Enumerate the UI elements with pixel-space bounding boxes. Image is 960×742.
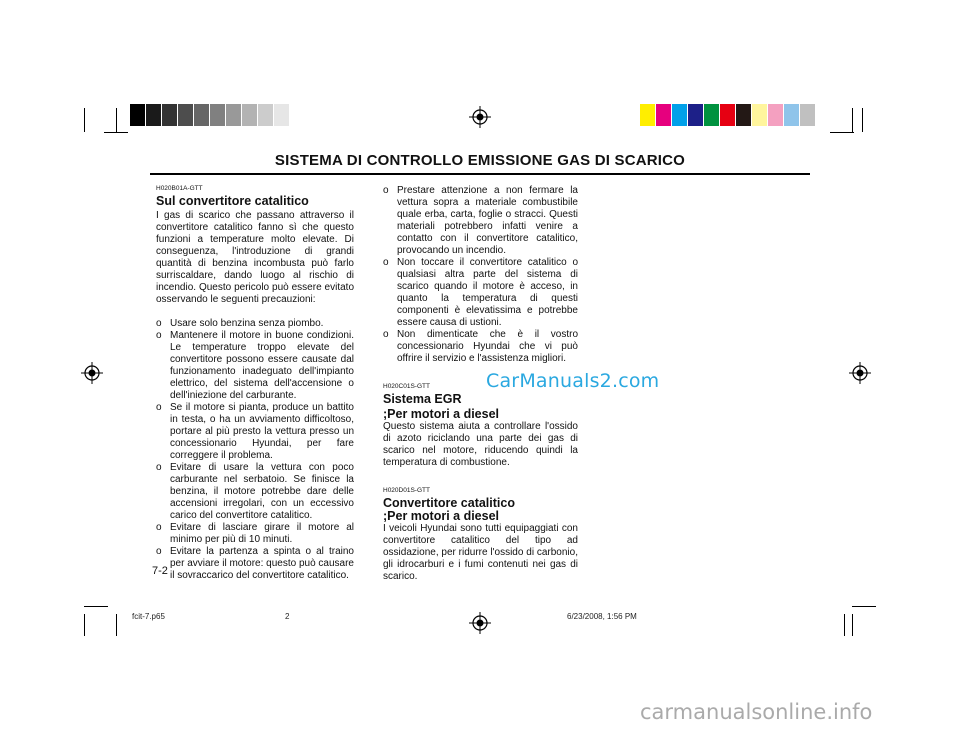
header-rule xyxy=(150,173,810,175)
footer-filename: fcit-7.p65 xyxy=(132,612,165,621)
color-swatch xyxy=(736,104,752,126)
crop-mark xyxy=(862,108,863,132)
list-item-text: Mantenere il motore in buone condizioni. Le temperature troppo elevate del convertitore possono essere causate dal funzionamento inadeguato dell'impianto elettrico, del sistema dell'accensione o dell'iniezione del carburante. xyxy=(170,330,354,401)
list-item-text: Evitare la partenza a spinta o al traino per avviare il motore: questo può causare il sovraccarico del convertitore catalitico. xyxy=(170,546,354,581)
crop-mark xyxy=(844,614,845,636)
color-swatch xyxy=(210,104,226,126)
list-item-text: Usare solo benzina senza piombo. xyxy=(170,318,324,329)
crop-mark xyxy=(852,614,853,636)
bullet: o xyxy=(156,402,162,413)
registration-mark-icon xyxy=(849,362,871,384)
color-swatch xyxy=(704,104,720,126)
color-swatch xyxy=(800,104,816,126)
egr-paragraph: Questo sistema aiuta a controllare l'ossido di azoto riciclando una parte dei gas di scarico nel motore, riducendo quindi la temperatura di combustione. xyxy=(383,421,578,468)
page-number: 7-2 xyxy=(152,565,168,577)
bullet: o xyxy=(383,257,389,268)
footer-page: 2 xyxy=(285,612,290,621)
crop-mark xyxy=(116,614,117,636)
color-swatch xyxy=(226,104,242,126)
section-heading: Convertitore catalitico xyxy=(383,496,515,510)
list-item-text: Evitare di usare la vettura con poco carburante nel serbatoio. Se finisce la benzina, il motore potrebbe dare delle accensioni irregolari, con un eccessivo carico del convertitore catalitico. xyxy=(170,462,354,521)
footer-date: 6/23/2008, 1:56 PM xyxy=(567,612,637,621)
list-item xyxy=(383,185,578,257)
bullet: o xyxy=(383,329,389,340)
crop-mark xyxy=(84,108,85,132)
list-item xyxy=(383,257,578,329)
section-code: H020C01S-GTT xyxy=(383,383,430,390)
section-subheading: ;Per motori a diesel xyxy=(383,407,500,421)
color-swatch xyxy=(640,104,656,126)
color-swatch xyxy=(274,104,290,126)
color-swatch xyxy=(258,104,274,126)
list-item xyxy=(156,522,354,546)
list-item-text: Non dimenticate che è il vostro concessionario Hyundai che vi può offrire il servizio e l'assistenza migliori. xyxy=(397,329,578,364)
watermark-site: carmanualsonline.info xyxy=(640,700,873,724)
intro-paragraph: I gas di scarico che passano attraverso il convertitore catalitico fanno sì che questo funzioni a temperature molto elevate. Di conseguenza, l'introduzione di grandi quantità di benzina incombusta può farlo surriscaldare, dando luogo al rischio di incendio. Questo pericolo può essere evitato osservando le seguenti precauzioni: xyxy=(156,210,354,305)
registration-mark-icon xyxy=(81,362,103,384)
precautions-list-continued xyxy=(383,185,578,365)
bullet: o xyxy=(156,546,162,557)
precautions-list xyxy=(156,318,354,582)
crop-mark xyxy=(116,108,117,132)
grayscale-color-bar xyxy=(130,104,306,126)
page-title: SISTEMA DI CONTROLLO EMISSIONE GAS DI SCARICO xyxy=(274,152,686,169)
color-swatch xyxy=(672,104,688,126)
color-swatch xyxy=(688,104,704,126)
color-swatch xyxy=(720,104,736,126)
crop-mark xyxy=(852,606,876,607)
list-item xyxy=(156,462,354,522)
list-item-text: Prestare attenzione a non fermare la vettura sopra a materiale combustibile quale erba, carta, foglie o stracci. Questi materiali potrebbero infatti venire a contatto con il convertitore catalitico, provocando un incendio. xyxy=(397,185,578,256)
crop-mark xyxy=(104,132,128,133)
color-swatch xyxy=(242,104,258,126)
section-subheading: ;Per motori a diesel xyxy=(383,509,500,523)
watermark-logo: CarManuals2.com xyxy=(486,370,660,392)
color-swatch xyxy=(290,104,306,126)
section-heading: Sul convertitore catalitico xyxy=(156,194,309,208)
color-swatch xyxy=(194,104,210,126)
list-item xyxy=(383,329,578,365)
color-swatch xyxy=(784,104,800,126)
list-item-text: Evitare di lasciare girare il motore al minimo per più di 10 minuti. xyxy=(170,522,354,545)
process-color-bar xyxy=(640,104,816,126)
bullet: o xyxy=(383,185,389,196)
crop-mark xyxy=(84,606,108,607)
color-swatch xyxy=(768,104,784,126)
crop-mark xyxy=(852,108,853,132)
section-code: H020B01A-GTT xyxy=(156,185,203,192)
color-swatch xyxy=(656,104,672,126)
crop-mark xyxy=(84,614,85,636)
crop-mark xyxy=(830,132,854,133)
color-swatch xyxy=(178,104,194,126)
list-item-text: Se il motore si pianta, produce un battito in testa, o ha un avviamento difficoltoso, portare al più presto la vettura presso un concessionario Hyundai, per fare correggere il problema. xyxy=(170,402,354,461)
bullet: o xyxy=(156,522,162,533)
registration-mark-icon xyxy=(469,612,491,634)
bullet: o xyxy=(156,318,162,329)
bullet: o xyxy=(156,462,162,473)
color-swatch xyxy=(162,104,178,126)
color-swatch xyxy=(752,104,768,126)
section-heading: Sistema EGR xyxy=(383,392,462,406)
section-code: H020D01S-GTT xyxy=(383,487,430,494)
color-swatch xyxy=(130,104,146,126)
list-item xyxy=(156,546,354,582)
list-item xyxy=(156,402,354,462)
bullet: o xyxy=(156,330,162,341)
left-column xyxy=(156,185,354,582)
color-swatch xyxy=(146,104,162,126)
list-item-text: Non toccare il convertitore catalitico o qualsiasi altra parte del sistema di scarico quando il motore è acceso, in quanto la temperatura di questi componenti è elevatissima e potrebbe essere causa di ustioni. xyxy=(397,257,578,328)
list-item xyxy=(156,330,354,402)
catalytic-paragraph: I veicoli Hyundai sono tutti equipaggiati con convertitore catalitico del tipo ad ossidazione, per ridurre l'ossido di carbonio, gli idrocarburi e i fumi contenuti nei gas di scarico. xyxy=(383,523,578,582)
registration-mark-icon xyxy=(469,106,491,128)
list-item xyxy=(156,318,354,330)
